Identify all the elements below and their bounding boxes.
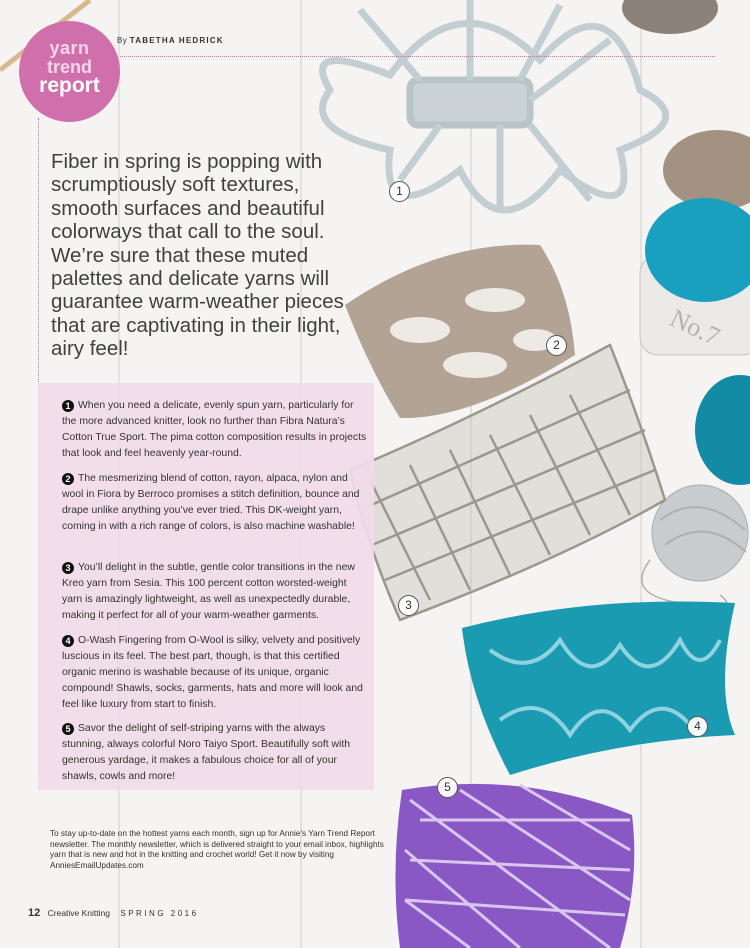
badge-line-1: yarn	[49, 38, 90, 58]
yarn-ball-teal-dark	[695, 375, 750, 485]
item-text: O-Wash Fingering from O-Wool is silky, velvety and positively luscious in its feel. The best part, though, is that this certified organic merino is washable because of its unique, organic compound! Shawls, socks, garments, hats and more will look and feel like luxury from start to finish.	[62, 635, 363, 710]
yarn-skein-tan	[663, 130, 750, 210]
swatch-4-teal	[462, 601, 735, 775]
item-1	[62, 398, 368, 462]
item-number: 2	[62, 473, 74, 485]
photo-label-1: 1	[389, 181, 410, 202]
magazine-name: Creative Knitting	[47, 908, 110, 918]
yarn-trend-report-badge	[19, 21, 120, 122]
swatch-1-flower	[323, 0, 666, 210]
photo-label-3: 3	[398, 595, 419, 616]
item-number: 3	[62, 562, 74, 574]
item-text: You’ll delight in the subtle, gentle color transitions in the new Kreo yarn from Sesia. This 100 percent cotton worsted-weight yarn is amazingly lightweight, as well as unexpectedly durable, making it perfect for all of your warm-weather garments.	[62, 562, 355, 621]
issue-season: SPRING 2016	[120, 909, 199, 918]
page-footer	[28, 907, 199, 919]
yarn-skein-gray	[622, 0, 718, 34]
item-text: The mesmerizing blend of cotton, rayon, alpaca, nylon and wool in Fiora by Berroco promises a stitch definition, bounce and drape unlike anything you’ve ever tried. This DK-weight yarn, coming in with a rich range of colors, is also machine washable!	[62, 473, 360, 532]
badge-line-2: trend	[47, 57, 92, 77]
intro-text: Fiber in spring is popping with scrumptiously soft textures, smooth surfaces and beautiful colorways that call to the soul. We’re sure that these muted palettes and delicate yarns will guarantee warm-weather pieces that are captivating in their light, airy feel!	[51, 150, 344, 361]
byline-prefix: By	[117, 36, 128, 45]
item-text: Savor the delight of self-striping yarns with the always stunning, always colorful Noro Taiyo Sport. Beautifully soft with generous yardage, it makes a fabulous choice for all of your shawls, cowls and more!	[62, 723, 350, 782]
page-number: 12	[28, 907, 41, 919]
item-2	[62, 471, 368, 535]
dotted-rule-horizontal	[120, 56, 715, 57]
item-number: 1	[62, 400, 74, 412]
item-4	[62, 633, 368, 713]
yarn-ball-gray	[652, 485, 748, 581]
swatch-5-purple	[395, 784, 634, 948]
byline-author: TABETHA HEDRICK	[129, 36, 224, 45]
newsletter-note: To stay up-to-date on the hottest yarns each month, sign up for Annie’s Yarn Trend Report newsletter. The monthly newsletter, which is delivered straight to your email inbox, highlights yarn that is new and hot in the knitting and crochet world! Get it now by visiting AnniesEmailUpdates.com	[50, 829, 384, 870]
item-number: 4	[62, 635, 74, 647]
item-text: When you need a delicate, evenly spun yarn, particularly for the more advanced knitter, look no further than Fibra Natura’s Cotton True Sport. The pima cotton composition results in projects that look and feel heavenly year-round.	[62, 400, 367, 459]
byline	[117, 36, 224, 45]
photo-label-4: 4	[687, 716, 708, 737]
badge-line-3: report	[39, 74, 100, 97]
item-number: 5	[62, 723, 74, 735]
jar-label: No.7	[665, 303, 725, 352]
item-5	[62, 721, 368, 785]
photo-label-2: 2	[546, 335, 567, 356]
photo-label-5: 5	[437, 777, 458, 798]
item-3	[62, 560, 368, 624]
